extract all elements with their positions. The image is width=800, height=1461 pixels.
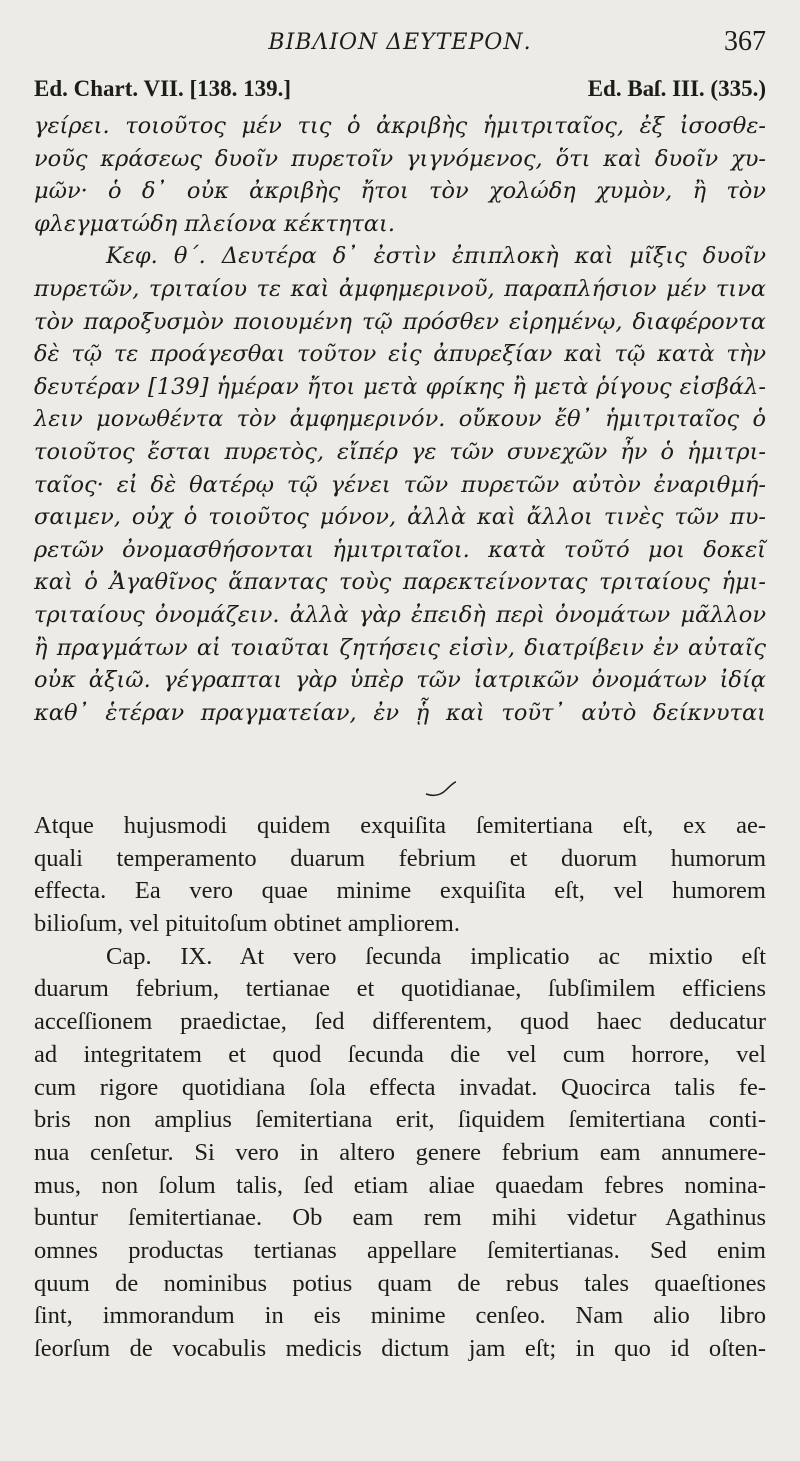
greek-line: νοῦς κράσεως δυοῖν πυρετοῖν γιγνόμενος, ὅτι καὶ δυοῖν χυ-: [34, 145, 766, 172]
latin-text-block: [34, 810, 766, 1366]
latin-line: ſint, immorandum in eis minime cenſeo. Nam alio libro: [34, 1302, 766, 1330]
latin-line: Atque hujusmodi quidem exquiſita ſemitertiana eſt, ex ae-: [34, 812, 766, 839]
greek-line: δευτέραν [139] ἡμέραν ἤτοι μετὰ φρίκης ἢ μετὰ ῥίγους εἰσβάλ-: [34, 373, 766, 400]
greek-line: σαιμεν, οὐχ ὁ τοιοῦτος μόνον, ἀλλὰ καὶ ἄλλοι τινὲς τῶν πυ-: [34, 504, 766, 531]
greek-line: γείρει. τοιοῦτος μέν τις ὁ ἀκριβὴς ἡμιτριταῖος, ἐξ ἰσοσθε-: [34, 113, 766, 139]
edition-chartier: Ed. Chart. VII. [138. 139.]: [34, 76, 292, 101]
greek-line: πυρετῶν, τριταίου τε καὶ ἀμφημερινοῦ, παραπλήσιον μέν τινα: [34, 275, 766, 302]
latin-line: duarum febrium, tertianae et quotidianae, ſubſimilem efficiens: [34, 975, 766, 1003]
greek-line: φλεγματώδη πλείονα κέκτηται.: [34, 210, 395, 237]
latin-line: bilioſum, vel pituitoſum obtinet ampliorem.: [34, 910, 460, 938]
latin-line: omnes productas tertianas appellare ſemitertianas. Sed enim: [34, 1236, 766, 1264]
latin-chapter-heading-line: Cap. IX. At vero ſecunda implicatio ac mixtio eſt: [106, 942, 766, 970]
latin-line: cum rigore quotidiana ſola effecta invadat. Quocirca talis fe-: [34, 1073, 766, 1101]
latin-line: ſeorſum de vocabulis medicis dictum jam eſt; in quo id oſten-: [34, 1335, 766, 1362]
latin-line: effecta. Ea vero quae minime exquiſita eſt, vel humorem: [34, 877, 766, 905]
greek-line: τριταίους ὀνομάζειν. ἀλλὰ γὰρ ἐπειδὴ περὶ ὀνομάτων μᾶλλον: [34, 601, 766, 628]
greek-line: λειν μονωθέντα τὸν ἀμφημερινόν. οὔκουν ἔθ᾽ ἡμιτριταῖος ὁ: [34, 406, 766, 433]
greek-line: μῶν· ὁ δ᾽ οὐκ ἀκριβὴς ἤτοι τὸν χολώδη χυμὸν, ἢ τὸν: [34, 178, 766, 205]
latin-line: ad integritatem et quod ſecunda die vel cum horrore, vel: [34, 1040, 766, 1068]
greek-line: τοιοῦτος ἔσται πυρετὸς, εἴπέρ γε τῶν συνεχῶν ἦν ὁ ἡμιτρι-: [34, 438, 766, 465]
greek-line: δὲ τῷ τε προάγεσθαι τοῦτον εἰς ἀπυρεξίαν καὶ τῷ κατὰ τὴν: [34, 341, 766, 368]
greek-line: ρετῶν ὀνομασθήσονται ἡμιτριταῖοι. κατὰ τοῦτό μοι δοκεῖ: [34, 536, 766, 563]
latin-line: buntur ſemitertianae. Ob eam rem mihi videtur Agathinus: [34, 1204, 766, 1232]
page-number: 367: [724, 26, 766, 57]
greek-line: οὐκ ἀξιῶ. γέγραπται γὰρ ὑπὲρ τῶν ἰατρικῶν ὀνομάτων ἰδίᾳ: [34, 667, 766, 694]
running-title: ΒΙΒΛΙΟΝ ΔΕΥΤΕΡΟΝ.: [268, 30, 532, 55]
edition-basel: Ed. Baſ. III. (335.): [587, 76, 766, 101]
printer-mark-squiggle: [424, 780, 458, 798]
latin-line: acceſſionem praedictae, ſed differentem, quod haec deducatur: [34, 1008, 766, 1036]
greek-chapter-heading-line: Κεφ. θ΄. Δευτέρα δ᾽ ἐστὶν ἐπιπλοκὴ καὶ μῖξις δυοῖν: [106, 243, 766, 270]
latin-line: bris non amplius ſemitertiana erit, ſiquidem ſemitertiana conti-: [34, 1106, 766, 1134]
latin-line: mus, non ſolum talis, ſed etiam aliae quaedam febres nomina-: [34, 1171, 766, 1199]
greek-line: τὸν παροξυσμὸν ποιουμένη τῷ πρόσθεν εἰρημένῳ, διαφέροντα: [34, 308, 766, 335]
greek-line: ἢ πραγμάτων αἱ τοιαῦται ζητήσεις εἰσὶν, διατρίβειν ἐν αὐταῖς: [34, 634, 766, 661]
latin-line: nua cenſetur. Si vero in altero genere febrium eam annumere-: [34, 1138, 766, 1166]
latin-line: quali temperamento duarum febrium et duorum humorum: [34, 844, 766, 872]
greek-line: καὶ ὁ Ἀγαθῖνος ἅπαντας τοὺς παρεκτείνοντας τριταίους ἡμι-: [34, 569, 766, 596]
latin-line: quum de nominibus potius quam de rebus tales quaeſtiones: [34, 1269, 766, 1297]
greek-line: καθ᾽ ἑτέραν πραγματείαν, ἐν ᾗ καὶ τοῦτ᾽ αὐτὸ δείκνυται: [34, 699, 766, 726]
greek-text-block: [34, 110, 766, 729]
greek-line: ταῖος· εἰ δὲ θατέρῳ τῷ γένει τῶν πυρετῶν αὐτὸν ἐναριθμή-: [34, 471, 766, 498]
